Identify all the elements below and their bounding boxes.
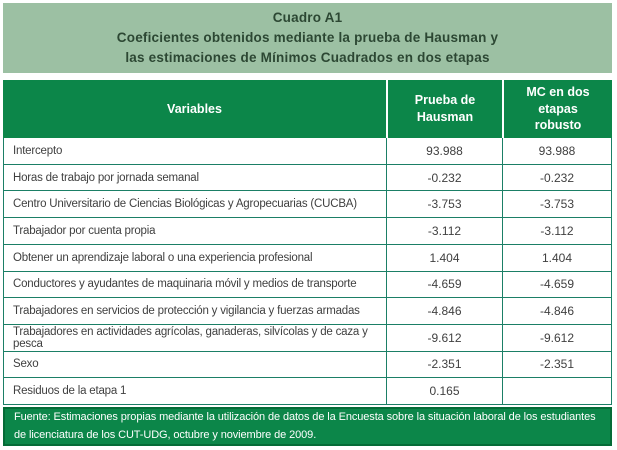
table-row <box>4 218 611 245</box>
mc-value-cell: -3.753 <box>502 191 611 217</box>
mc-value-cell: 1.404 <box>502 245 611 271</box>
mc-value-cell: 93.988 <box>502 138 611 164</box>
table-row <box>4 352 611 379</box>
variable-cell: Sexo <box>13 358 39 371</box>
figure-number: Cuadro A1 <box>272 9 343 25</box>
mc-value-cell: -4.846 <box>502 298 611 324</box>
hausman-value-cell: -4.659 <box>386 272 502 298</box>
table-source-note <box>3 407 612 446</box>
hausman-value-cell: 93.988 <box>386 138 502 164</box>
table-row <box>4 138 611 165</box>
table-row <box>4 245 611 272</box>
header-hausman: Prueba de Hausman <box>386 80 502 138</box>
table-header-row <box>3 80 612 138</box>
mc-value-cell: -0.232 <box>502 165 611 191</box>
variable-cell: Intercepto <box>13 144 63 157</box>
variable-cell: Obtener un aprendizaje laboral o una experiencia profesional <box>13 251 313 264</box>
table-row <box>4 298 611 325</box>
figure-title-line-2: las estimaciones de Mínimos Cuadrados en dos etapas <box>125 50 490 66</box>
figure-title-block <box>3 3 612 73</box>
hausman-value-cell: 1.404 <box>386 245 502 271</box>
mc-value-cell: -2.351 <box>502 352 611 378</box>
table-row <box>4 325 611 352</box>
table-body <box>3 138 612 405</box>
hausman-value-cell: -3.753 <box>386 191 502 217</box>
table-row <box>4 378 611 404</box>
table-figure <box>3 3 612 446</box>
variable-cell: Centro Universitario de Ciencias Biológicas y Agropecuarias (CUCBA) <box>13 198 357 211</box>
variable-cell: Residuos de la etapa 1 <box>13 385 127 398</box>
hausman-value-cell: -9.612 <box>386 325 502 351</box>
variable-cell: Trabajadores en servicios de protección y vigilancia y fuerzas armadas <box>13 305 360 318</box>
hausman-value-cell: 0.165 <box>386 378 502 404</box>
header-variables: Variables <box>167 101 222 116</box>
hausman-value-cell: -3.112 <box>386 218 502 244</box>
mc-value-cell: -9.612 <box>502 325 611 351</box>
variable-cell: Conductores y ayudantes de maquinaria móvil y medios de transporte <box>13 278 357 291</box>
table-row <box>4 272 611 299</box>
variable-cell: Horas de trabajo por jornada semanal <box>13 171 199 184</box>
mc-value-cell: -4.659 <box>502 272 611 298</box>
hausman-value-cell: -2.351 <box>386 352 502 378</box>
mc-value-cell <box>502 378 611 404</box>
table-row <box>4 191 611 218</box>
source-note-text: Fuente: Estimaciones propias mediante la utilización de datos de la Encuesta sobre la situación laboral de los estudiantes de licenciatura de los CUT-UDG, octubre y noviembre de 2009. <box>14 411 596 441</box>
figure-title-line-1: Coeficientes obtenidos mediante la prueba de Hausman y <box>116 29 499 45</box>
table-row <box>4 165 611 192</box>
header-mc: MC en dos etapas robusto <box>502 80 612 138</box>
hausman-value-cell: -4.846 <box>386 298 502 324</box>
mc-value-cell: -3.112 <box>502 218 611 244</box>
variable-cell: Trabajadores en actividades agrícolas, ganaderas, silvícolas y de caza y pesca <box>13 325 368 350</box>
hausman-value-cell: -0.232 <box>386 165 502 191</box>
variable-cell: Trabajador por cuenta propia <box>13 224 156 237</box>
